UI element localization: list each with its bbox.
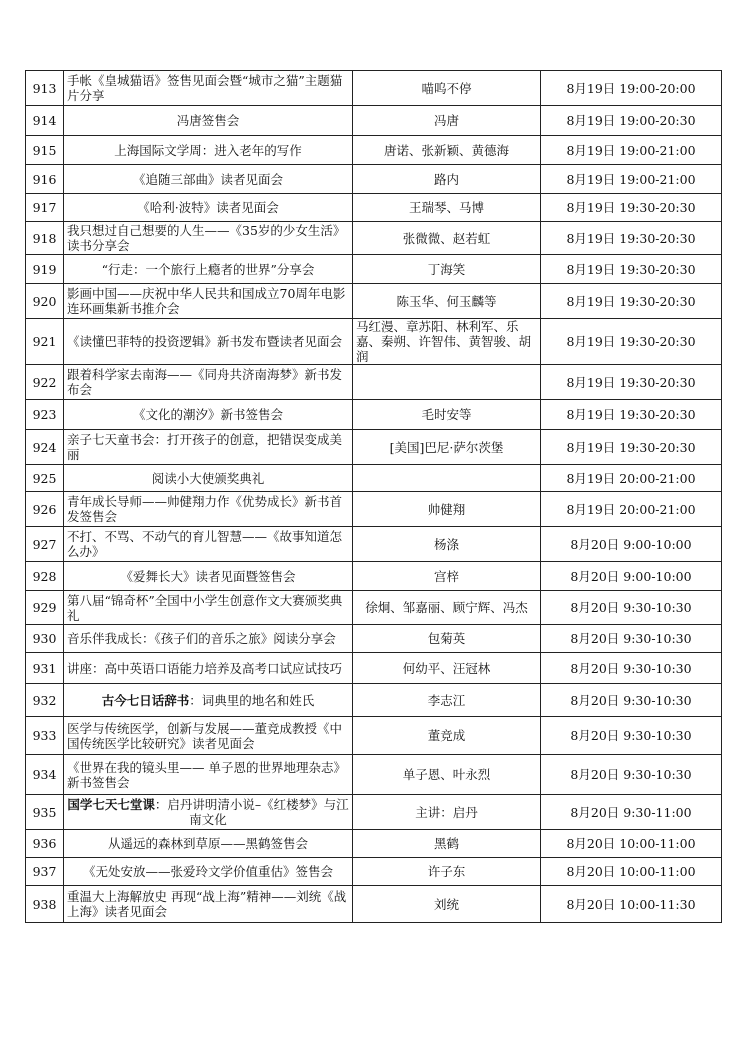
table-row	[26, 562, 722, 591]
event-time: 8月19日 19:00-20:30	[541, 106, 722, 136]
event-guests: 黑鹤	[353, 830, 541, 858]
event-time: 8月20日 9:30-10:30	[541, 755, 722, 795]
table-row	[26, 527, 722, 562]
table-row	[26, 255, 722, 284]
event-number: 937	[26, 858, 64, 886]
event-guests: 毛时安等	[353, 400, 541, 430]
event-title: 第八届“锦奇杯”全国中小学生创意作文大赛颁奖典礼	[64, 591, 353, 625]
table-row	[26, 365, 722, 400]
event-guests: 冯唐	[353, 106, 541, 136]
event-number: 938	[26, 886, 64, 923]
event-guests: 陈玉华、何玉麟等	[353, 284, 541, 319]
event-time: 8月19日 19:00-21:00	[541, 165, 722, 194]
table-row	[26, 106, 722, 136]
event-time: 8月19日 19:00-20:00	[541, 71, 722, 106]
event-title: 《无处安放——张爱玲文学价值重估》签售会	[64, 858, 353, 886]
table-row	[26, 284, 722, 319]
event-time: 8月20日 9:30-10:30	[541, 625, 722, 653]
table-row	[26, 319, 722, 365]
event-guests: 张微微、赵若虹	[353, 222, 541, 255]
event-guests: 包菊英	[353, 625, 541, 653]
event-number: 934	[26, 755, 64, 795]
event-number: 924	[26, 430, 64, 465]
table-row	[26, 194, 722, 222]
table-row	[26, 830, 722, 858]
event-title: 不打、不骂、不动气的育儿智慧——《故事知道怎么办》	[64, 527, 353, 562]
event-guests	[353, 465, 541, 492]
event-number: 926	[26, 492, 64, 527]
event-guests: 帅健翔	[353, 492, 541, 527]
event-number: 923	[26, 400, 64, 430]
event-title: 医学与传统医学，创新与发展——董竞成教授《中国传统医学比较研究》读者见面会	[64, 717, 353, 755]
table-row	[26, 625, 722, 653]
event-number: 936	[26, 830, 64, 858]
table-row	[26, 136, 722, 165]
event-time: 8月19日 19:30-20:30	[541, 194, 722, 222]
event-number: 917	[26, 194, 64, 222]
event-series-name: 国学七天七堂课	[67, 797, 155, 812]
event-guests: 丁海笑	[353, 255, 541, 284]
event-number: 932	[26, 684, 64, 717]
event-title: 亲子七天童书会：打开孩子的创意，把错误变成美丽	[64, 430, 353, 465]
event-guests: 路内	[353, 165, 541, 194]
event-number: 928	[26, 562, 64, 591]
event-guests: 喵呜不停	[353, 71, 541, 106]
event-guests: 马红漫、章苏阳、林利军、乐嘉、秦朔、许智伟、黄智骏、胡润	[353, 319, 541, 365]
event-series-name: 古今七日话辞书	[101, 692, 190, 708]
event-guests: 唐诺、张新颖、黄德海	[353, 136, 541, 165]
event-time: 8月19日 20:00-21:00	[541, 492, 722, 527]
event-time: 8月20日 9:00-10:00	[541, 527, 722, 562]
event-number: 922	[26, 365, 64, 400]
event-number: 927	[26, 527, 64, 562]
event-number: 930	[26, 625, 64, 653]
event-title: 从遥远的森林到草原——黑鹤签售会	[64, 830, 353, 858]
event-title: “行走：一个旅行上瘾者的世界”分享会	[64, 255, 353, 284]
event-title-text: ：词典里的地名和姓氏	[189, 692, 315, 708]
event-guests: 王瑞琴、马博	[353, 194, 541, 222]
event-rows	[26, 71, 722, 923]
schedule-sheet	[25, 70, 721, 923]
event-title: 阅读小大使颁奖典礼	[64, 465, 353, 492]
event-number: 933	[26, 717, 64, 755]
event-guests: 徐炯、邹嘉丽、顾宁辉、冯杰	[353, 591, 541, 625]
event-guests: 董竞成	[353, 717, 541, 755]
event-title: 讲座：高中英语口语能力培养及高考口试应试技巧	[64, 653, 353, 684]
table-row	[26, 653, 722, 684]
table-row	[26, 684, 722, 717]
event-number: 929	[26, 591, 64, 625]
event-title: 《世界在我的镜头里—— 单子恩的世界地理杂志》新书签售会	[64, 755, 353, 795]
event-title: 冯唐签售会	[64, 106, 353, 136]
table-row	[26, 755, 722, 795]
event-title: 《读懂巴菲特的投资逻辑》新书发布暨读者见面会	[64, 319, 353, 365]
event-number: 935	[26, 795, 64, 830]
event-time: 8月19日 19:30-20:30	[541, 430, 722, 465]
event-time: 8月20日 9:30-11:00	[541, 795, 722, 830]
event-title	[64, 684, 353, 717]
event-time: 8月20日 9:30-10:30	[541, 591, 722, 625]
table-row	[26, 858, 722, 886]
event-number: 931	[26, 653, 64, 684]
event-time: 8月19日 19:30-20:30	[541, 255, 722, 284]
event-time: 8月20日 9:30-10:30	[541, 717, 722, 755]
event-time: 8月19日 19:00-21:00	[541, 136, 722, 165]
table-row	[26, 465, 722, 492]
table-row	[26, 400, 722, 430]
event-title: 《追随三部曲》读者见面会	[64, 165, 353, 194]
event-time: 8月19日 19:30-20:30	[541, 319, 722, 365]
event-title: 上海国际文学周：进入老年的写作	[64, 136, 353, 165]
event-title: 《文化的潮汐》新书签售会	[64, 400, 353, 430]
table-row	[26, 717, 722, 755]
table-row	[26, 165, 722, 194]
event-number: 916	[26, 165, 64, 194]
table-row	[26, 71, 722, 106]
event-time: 8月20日 9:30-10:30	[541, 684, 722, 717]
event-time: 8月19日 19:30-20:30	[541, 222, 722, 255]
event-time: 8月20日 10:00-11:30	[541, 886, 722, 923]
event-number: 914	[26, 106, 64, 136]
event-time: 8月19日 19:30-20:30	[541, 284, 722, 319]
event-time: 8月20日 10:00-11:00	[541, 858, 722, 886]
event-guests: [美国]巴尼·萨尔茨堡	[353, 430, 541, 465]
event-title: 我只想过自己想要的人生——《35岁的少女生活》读书分享会	[64, 222, 353, 255]
event-schedule-table	[25, 70, 722, 923]
event-number: 925	[26, 465, 64, 492]
event-time: 8月20日 9:30-10:30	[541, 653, 722, 684]
table-row	[26, 591, 722, 625]
event-guests: 许子东	[353, 858, 541, 886]
event-number: 921	[26, 319, 64, 365]
event-title: 《哈利·波特》读者见面会	[64, 194, 353, 222]
event-time: 8月20日 9:00-10:00	[541, 562, 722, 591]
event-guests: 宫梓	[353, 562, 541, 591]
event-guests: 刘统	[353, 886, 541, 923]
event-number: 919	[26, 255, 64, 284]
event-number: 918	[26, 222, 64, 255]
event-title-text: ：启丹讲明清小说–《红楼梦》与江南文化	[154, 797, 349, 827]
table-row	[26, 492, 722, 527]
event-title: 青年成长导师——帅健翔力作《优势成长》新书首发签售会	[64, 492, 353, 527]
event-guests: 何幼平、汪冠林	[353, 653, 541, 684]
event-guests: 主讲：启丹	[353, 795, 541, 830]
event-number: 913	[26, 71, 64, 106]
event-title: 手帐《皇城猫语》签售见面会暨“城市之猫”主题猫片分享	[64, 71, 353, 106]
table-row	[26, 430, 722, 465]
event-title: 音乐伴我成长：《孩子们的音乐之旅》阅读分享会	[64, 625, 353, 653]
event-title: 影画中国——庆祝中华人民共和国成立70周年电影连环画集新书推介会	[64, 284, 353, 319]
event-time: 8月19日 19:30-20:30	[541, 365, 722, 400]
event-guests	[353, 365, 541, 400]
event-title: 跟着科学家去南海——《同舟共济南海梦》新书发布会	[64, 365, 353, 400]
event-title	[64, 795, 353, 830]
table-row	[26, 795, 722, 830]
event-time: 8月20日 10:00-11:00	[541, 830, 722, 858]
event-time: 8月19日 20:00-21:00	[541, 465, 722, 492]
event-number: 920	[26, 284, 64, 319]
table-row	[26, 222, 722, 255]
event-guests: 李志江	[353, 684, 541, 717]
event-number: 915	[26, 136, 64, 165]
event-title: 《爱舞长大》读者见面暨签售会	[64, 562, 353, 591]
event-title: 重温大上海解放史 再现“战上海”精神——刘统《战上海》读者见面会	[64, 886, 353, 923]
event-time: 8月19日 19:30-20:30	[541, 400, 722, 430]
event-guests: 杨涤	[353, 527, 541, 562]
table-row	[26, 886, 722, 923]
event-guests: 单子恩、叶永烈	[353, 755, 541, 795]
